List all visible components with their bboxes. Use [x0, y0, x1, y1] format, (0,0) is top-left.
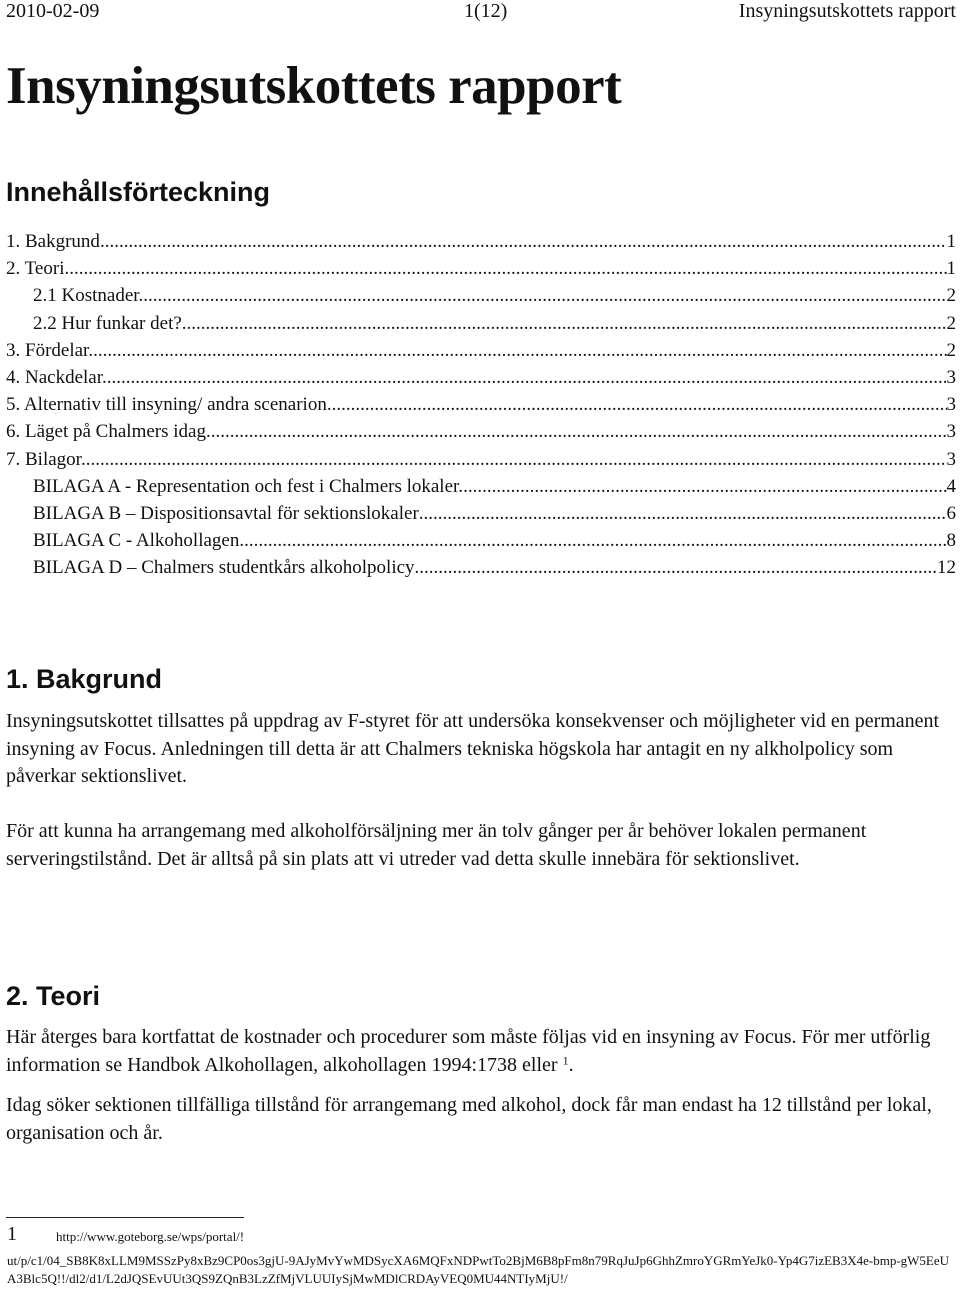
footnote-url-continued[interactable]: ut/p/c1/04_SB8K8xLLM9MSSzPy8xBz9CP0os3gjU-9AJyMvYwMDSycXA6MQFxNDPwtTo2BjM6B8pFm8n79RqJuJp6GhhZmroYGRmYeJk0-Yp4G7izEB3X4e-bmp-gW5EeUA3Blc5Q!!/dl2/d1/L2dJQSEvUUt3QS9ZQnB3LzZfMjVLUUIySjMwMDlCRDAyVEQ0MU44NTIyMjU!/ [7, 1253, 950, 1286]
toc-entry[interactable]: 2.2 Hur funkar det? ..... 2 [6, 310, 956, 337]
footnote-divider [6, 1217, 244, 1218]
footnote-marker: 1 [7, 1223, 17, 1245]
running-header [6, 0, 956, 26]
toc-entry[interactable]: BILAGA D – Chalmers studentkårs alkoholpolicy ..... 12 [6, 554, 956, 581]
toc-entry[interactable]: 6. Läget på Chalmers idag. ..... 3 [6, 418, 956, 445]
bakgrund-paragraph-2: För att kunna ha arrangemang med alkoholförsäljning mer än tolv gånger per år behöver lokalen permanent serveringstilstånd. Det är alltså på sin plats att vi utreder vad detta skulle innebära för sektionslivet. [6, 820, 867, 870]
footnote-url[interactable]: http://www.goteborg.se/wps/portal/! [56, 1229, 245, 1244]
teori-paragraph-2: Idag söker sektionen tillfälliga tillstånd för arrangemang med alkohol, dock får man endast ha 12 tillstånd per lokal, organisation och år. [6, 1094, 932, 1144]
section-heading-bakgrund: 1. Bakgrund [6, 664, 163, 694]
footnote-reference[interactable]: 1 [562, 1052, 569, 1067]
header-date: 2010-02-09 [6, 0, 100, 22]
toc-entry[interactable]: BILAGA C - Alkohollagen ..... 8 [6, 527, 956, 554]
toc-entry[interactable]: 4. Nackdelar. ..... 3 [6, 364, 956, 391]
toc-entry[interactable]: 3. Fördelar. ..... 2 [6, 337, 956, 364]
header-running-title: Insyningsutskottets rapport [738, 0, 956, 22]
bakgrund-paragraph-1: Insyningsutskottet tillsattes på uppdrag av F-styret för att undersöka konsekvenser och möjligheter vid en permanent insyning av Focus. Anledningen till detta är att Chalmers tekniska högskola har antagit en ny alkholpolicy som påverkar sektionslivet. [6, 710, 940, 787]
document-title: Insyningsutskottets rapport [6, 57, 622, 115]
toc-entry[interactable]: 2. Teori. ..... 1 [6, 255, 956, 282]
toc-heading: Innehållsförteckning [6, 177, 271, 207]
header-page-number: 1(12) [464, 0, 508, 22]
teori-paragraph-1: Här återges bara kortfattat de kostnader och procedurer som måste följas vid en insyning av Focus. För mer utförlig information se Handbok Alkohollagen, alkohollagen 1994:1738 eller $^1$. [6, 1026, 931, 1076]
toc-entry[interactable]: 5. Alternativ till insyning/ andra scenarion. ..... 3 [6, 391, 956, 418]
table-of-contents [6, 228, 956, 581]
toc-entry[interactable]: 1. Bakgrund ..... 1 [6, 228, 956, 255]
toc-entry[interactable]: 2.1 Kostnader. ..... 2 [6, 282, 956, 309]
toc-entry[interactable]: 7. Bilagor. ..... 3 [6, 446, 956, 473]
toc-entry[interactable]: BILAGA B – Dispositionsavtal för sektionslokaler ..... 6 [6, 500, 956, 527]
section-heading-teori: 2. Teori [6, 981, 101, 1011]
toc-entry[interactable]: BILAGA A - Representation och fest i Chalmers lokaler. ..... 4 [6, 473, 956, 500]
